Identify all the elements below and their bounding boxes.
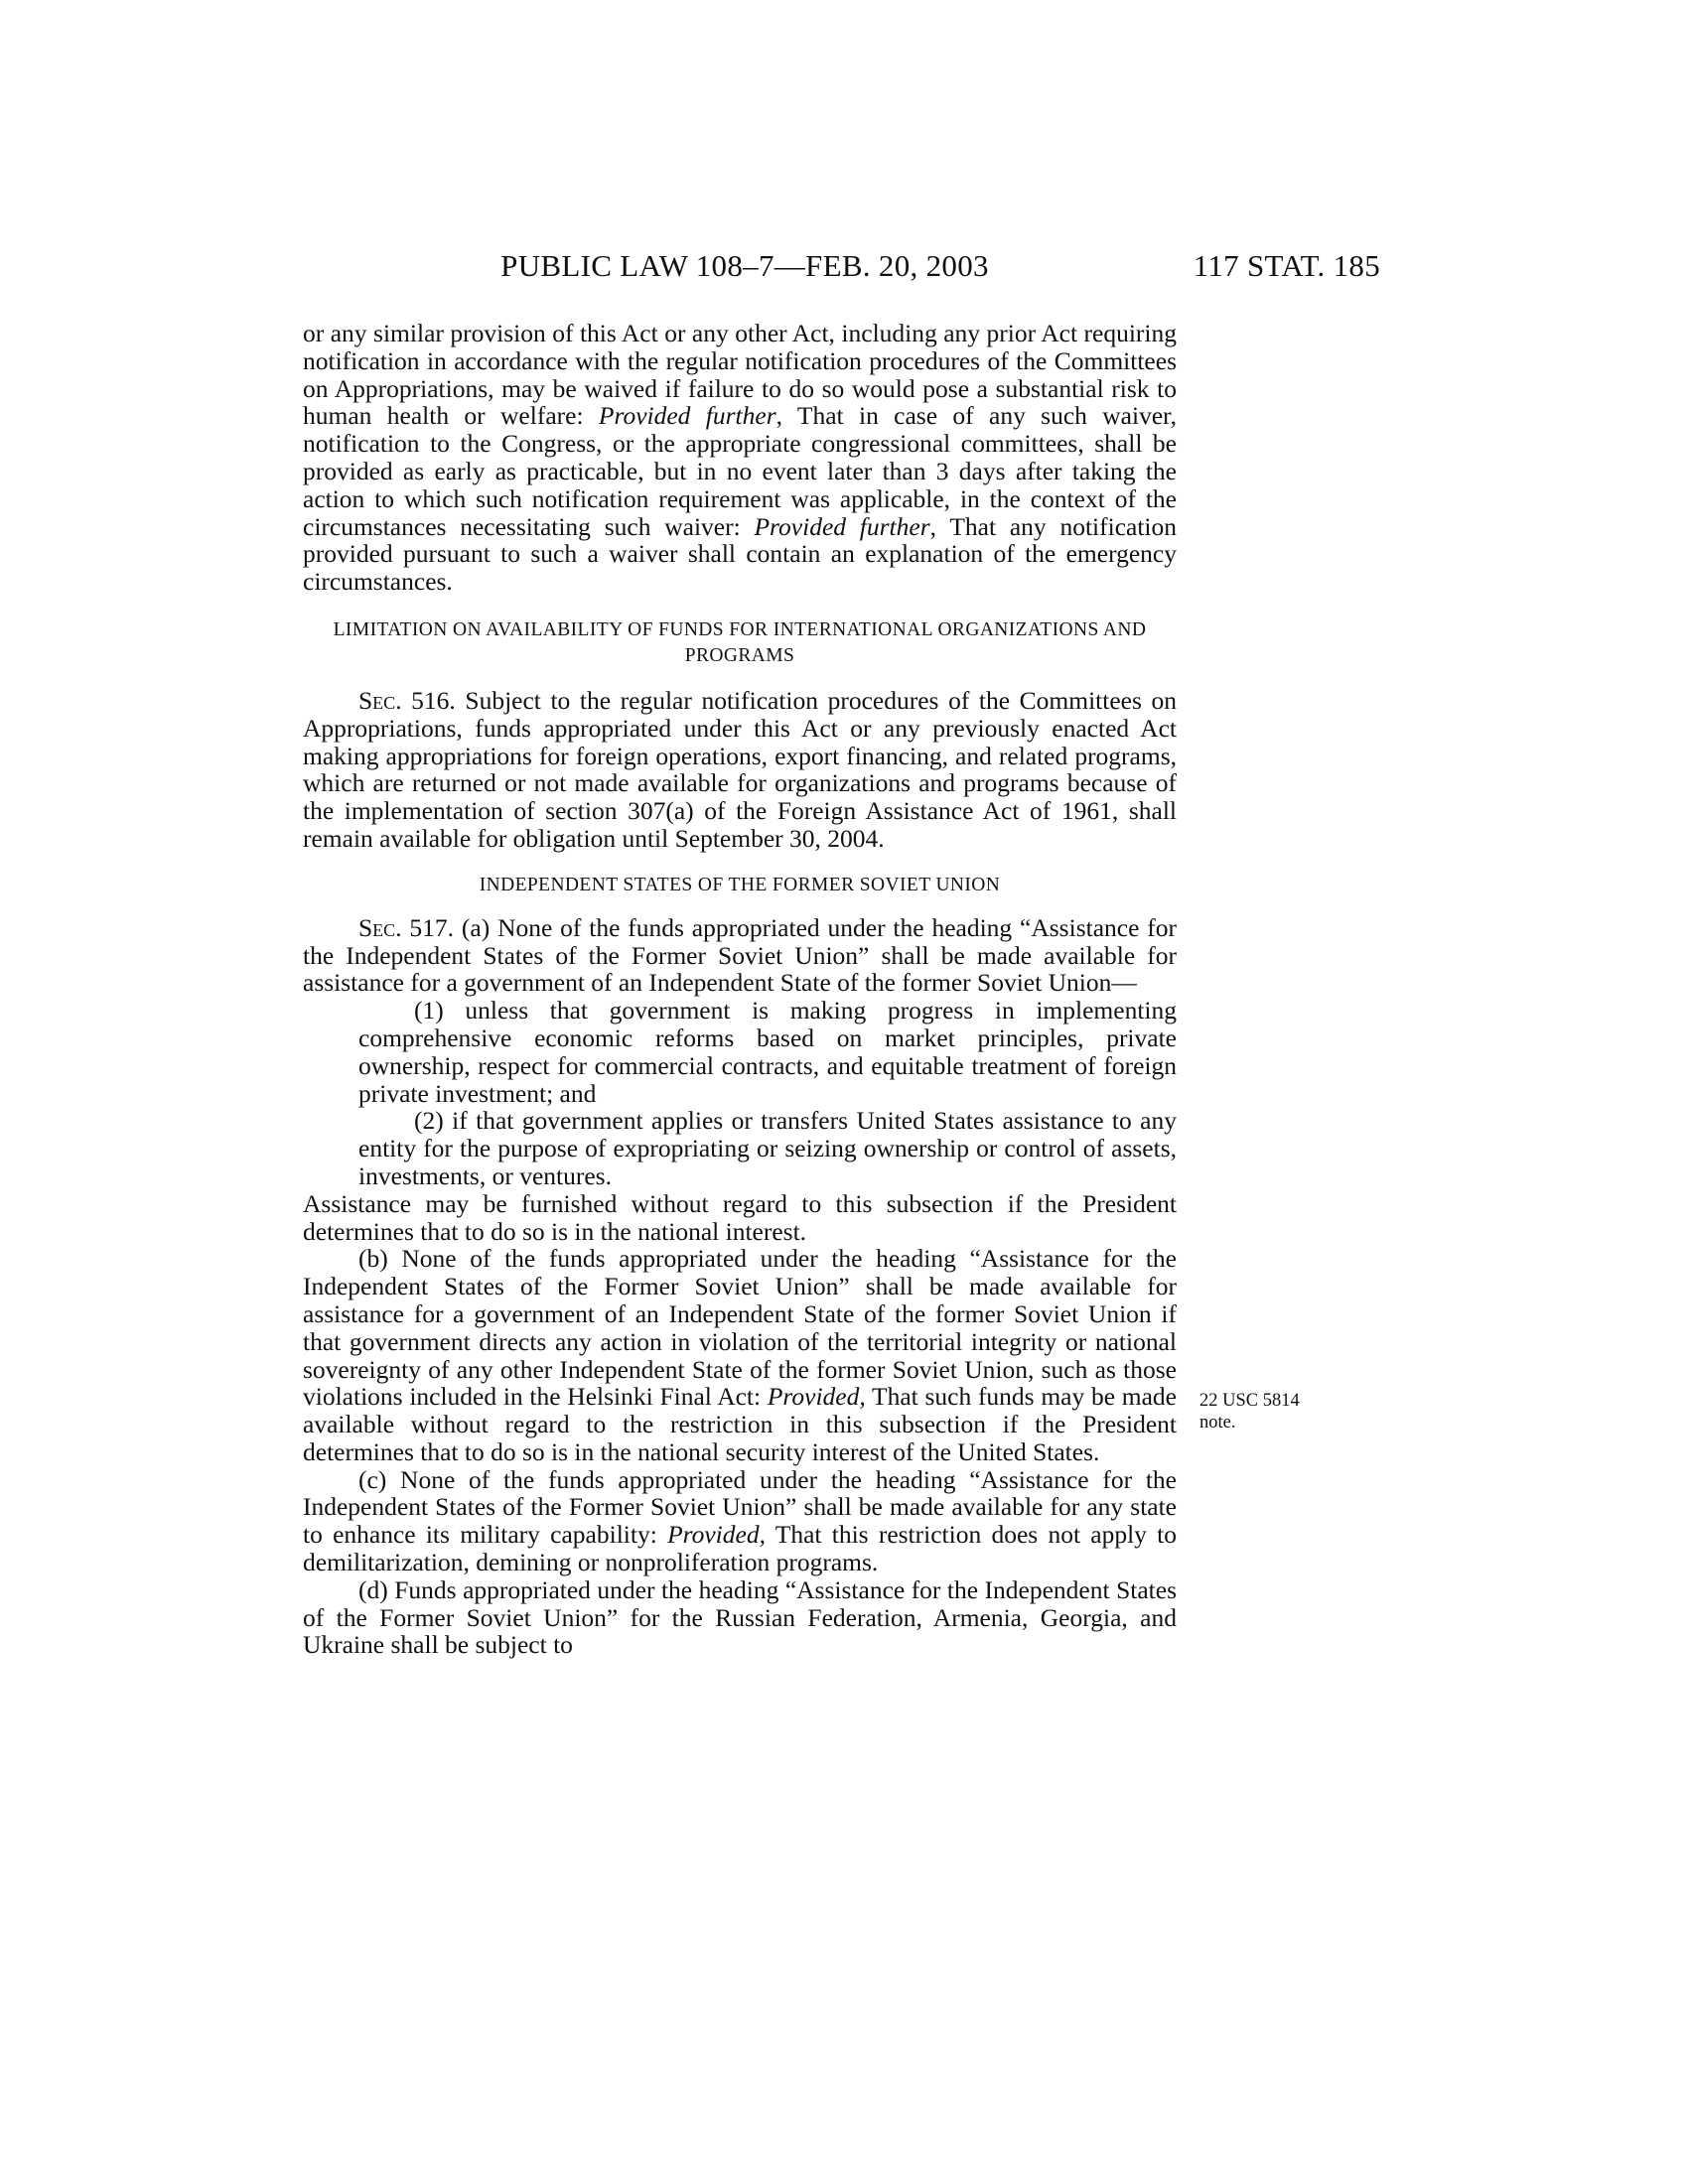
margin-note-citation	[1199, 1390, 1338, 1433]
running-header-title: PUBLIC LAW 108–7—FEB. 20, 2003	[500, 248, 989, 283]
section-517-d: (d) Funds appropriated under the heading “Assistance for the Independent States of the Former Soviet Union” for the Russian Federation, Armenia, Georgia, and Ukraine shall be subject to	[303, 1574, 1177, 1660]
section-517-heading: INDEPENDENT STATES OF THE FORMER SOVIET UNION	[479, 874, 1001, 895]
section-517-b: (b) None of the funds appropriated under the heading “Assistance for the Independent States of the Former Soviet Union” shall be made available for assistance for a government of an Independent State of the former Soviet Union if that government directs any action in violation of the territorial integrity or national sovereignty of any other Independent State of the former Soviet Union, such as those violations included in the Helsinki Final Act: Provided, That such funds may be made available without regard to the restriction in this subsection if the President determines that to do so is in the national security interest of the United States.	[303, 1244, 1177, 1466]
margin-note-line2: note.	[1199, 1413, 1236, 1433]
page-number: 117 STAT. 185	[1193, 248, 1380, 283]
section-517-a-tail: Assistance may be furnished without regard to this subsection if the President determines that to do so is in the national interest.	[303, 1188, 1177, 1246]
section-517-a-1: (1) unless that government is making progress in implementing comprehensive economic reforms based on market principles, private ownership, respect for commercial contracts, and equitable treatment of foreign private investment; and	[358, 996, 1177, 1108]
section-516-heading: LIMITATION ON AVAILABILITY OF FUNDS FOR INTERNATIONAL ORGANIZATIONS AND PROGRAMS	[333, 618, 1147, 666]
section-516-text: Sec. 516. Subject to the regular notification procedures of the Committees on Appropriations, funds appropriated under this Act or any previously enacted Act making appropriations for foreign operations, export financing, and related programs, which are returned or not made available for organizations and programs because of the implementation of section 307(a) of the Foreign Assistance Act of 1961, shall remain available for obligation until September 30, 2004.	[303, 685, 1178, 853]
section-517-a-2: (2) if that government applies or transfers United States assistance to any entity for the purpose of expropriating or seizing ownership or control of assets, investments, or ventures.	[358, 1106, 1177, 1190]
margin-note-line1: 22 USC 5814	[1199, 1391, 1300, 1411]
intro-paragraph: or any similar provision of this Act or any other Act, including any prior Act requiring notification in accordance with the regular notification procedures of the Committees on Appropriations, may be waived if failure to do so would pose a substantial risk to human health or welfare: Provided further, That in case of any such waiver, notification to the Congress, or the appropriate congressional committees, shall be provided as early as practicable, but in no event later than 3 days after taking the action to which such notification requirement was applicable, in the context of the circumstances necessitating such waiver: Provided further, That any notification provided pursuant to such a waiver shall contain an explanation of the emergency circumstances.	[303, 319, 1178, 597]
document-body	[303, 320, 1177, 1659]
section-517-a: Sec. 517. (a) None of the funds appropriated under the heading “Assistance for the Independent States of the Former Soviet Union” shall be made available for assistance for a government of an Independent State of the former Soviet Union—	[303, 912, 1177, 998]
section-517-c: (c) None of the funds appropriated under the heading “Assistance for the Independent States of the Former Soviet Union” shall be made available for any state to enhance its military capability: Provided, That this restriction does not apply to demilitarization, demining or nonproliferation programs.	[303, 1464, 1178, 1577]
